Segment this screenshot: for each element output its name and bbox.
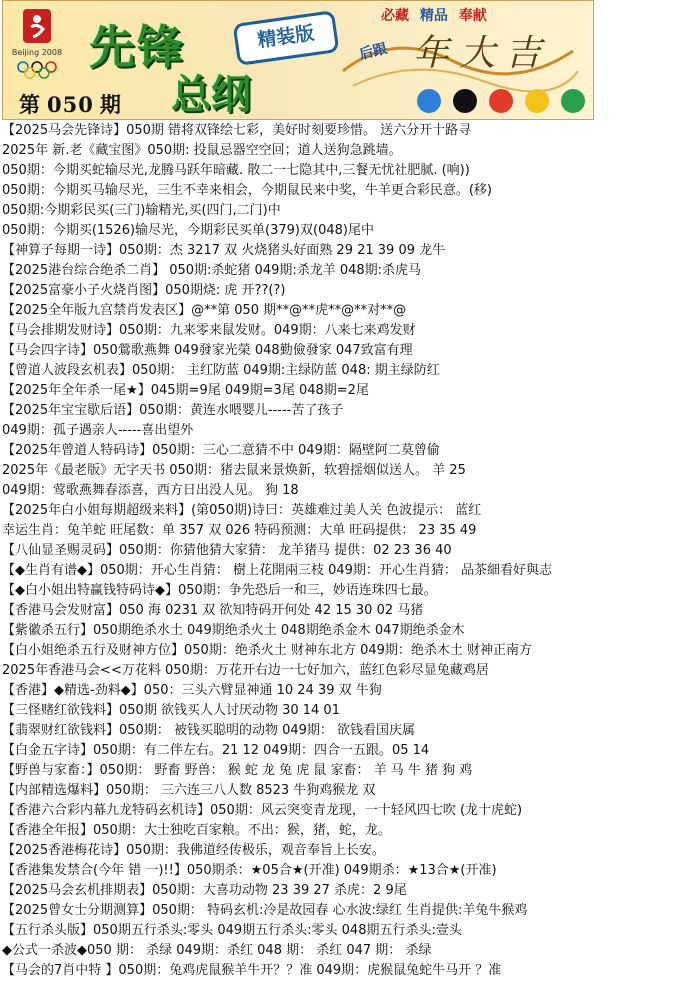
text-line: 050期：今期买马输尽光，三生不幸来相会，今期鼠民来中奖，牛羊更合彩民意。(移) <box>2 183 492 198</box>
text-line: 2025年 新.老《藏宝图》050期: 投鼠忌器空空回；道人送狗急跳墙。 <box>2 143 402 158</box>
text-line: 2025年香港马会<<万花料 050期：万花开右边一七好加六，蓝红色彩尽显兔藏鸡居 <box>2 663 489 678</box>
text-line: 【2025富豪小子火烧肖图】050期烧: 虎 开??(?) <box>2 283 286 298</box>
text-line: 【2025全年版九宫禁肖发表区】@**第 050 期**@**虎**@**对**@ <box>2 303 407 318</box>
title-line-1: 先锋 <box>89 20 185 74</box>
text-line: 050期:今期彩民买(三门)输精光,买(四门,二门)中 <box>2 203 281 218</box>
follow-text: 后跟 <box>357 40 389 64</box>
issue-prefix: 第 <box>19 92 41 117</box>
text-line: 049期：孤子遇亲人-----喜出望外 <box>2 423 194 438</box>
text-line: 【2025马会先锋诗】050期 错将双锋绘七彩，美好时刻要珍惜。 送六分开十路寻 <box>2 123 472 138</box>
edition-badge: 精装版 <box>233 10 340 66</box>
issue-suffix: 期 <box>99 92 122 117</box>
mascots-icon <box>413 85 593 117</box>
text-line: 【香港六合彩内幕九龙特码玄机诗】050期：风云突变青龙现，一十轻风四七吹 (龙十虎蛇) <box>2 803 523 818</box>
text-line: 【2025香港梅花诗】050期：我佛道经传极乐，观音奉旨上长安。 <box>2 843 385 858</box>
text-line: 【香港全年报】050期：大士独吃百家粮。不出：猴，猪，蛇，龙。 <box>2 823 391 838</box>
text-line: 【八仙显圣赐灵码】050期：你猜他猜大家猜： 龙羊猪马 提供：02 23 36 40 <box>2 543 452 558</box>
text-line: 【2025年全年杀一尾★】045期=9尾 049期=3尾 048期=2尾 <box>2 383 369 398</box>
olympic-emblem-icon <box>9 7 65 83</box>
text-line: 【翡翠财红欲钱料】050期： 被钱买聪明的动物 049期： 欲钱看国庆属 <box>2 723 416 738</box>
text-line: 【2025港台综合绝杀二肖】 050期:杀蛇猪 049期:杀龙羊 048期:杀虎马 <box>2 263 422 278</box>
content-lines <box>0 121 688 981</box>
text-line: 【2025马会玄机排期表】050期：大喜功动物 23 39 27 杀虎：2 9尾 <box>2 883 407 898</box>
title-line-2: 总纲 <box>171 71 251 118</box>
text-line: 【◆生肖有谱◆】050期：开心生肖猜： 樹上花開兩三枝 049期：开心生肖猜： 品茶細看好與志 <box>2 563 553 578</box>
text-line: 2025年《最老版》无字天书 050期：猪去鼠来景焕新，软碧揺烟似送人。 羊 25 <box>2 463 466 478</box>
header-banner <box>2 0 594 120</box>
text-line: 【香港】◆精选-劲料◆】050：三头六臂显神通 10 24 39 双 牛狗 <box>2 683 382 698</box>
calligraphy-text: 年大吉 <box>413 33 552 74</box>
text-line: 049期：莺歌燕舞春添喜，西方日出没人见。 狗 18 <box>2 483 299 498</box>
text-line: 【曾道人波段玄机表】050期： 主红防蓝 049期:主绿防蓝 048: 期主绿防红 <box>2 363 440 378</box>
text-line: 【2025曾女士分期测算】050期： 特码玄机:冷是故园春 心水波:绿红 生肖提供:羊兔牛猴鸡 <box>2 903 528 918</box>
text-line: 【马会的7肖中特 】050期：兔鸡虎鼠猴羊牛开？？准 049期：虎猴鼠兔蛇牛马开 ？准 <box>2 963 502 978</box>
slogan <box>381 5 493 25</box>
slogan-word-1: 必藏 <box>381 8 409 24</box>
issue-number: 050 <box>47 92 94 117</box>
text-line: 【2025年白小姐每期超级来料】(第050期)诗曰：英雄难过美人关 色波提示： 蓝红 <box>2 503 482 518</box>
text-line: 【香港马会发财富】050 海 0231 双 欲知特码开何处 42 15 30 02 马猪 <box>2 603 424 618</box>
text-line: 【马会四字诗】050鶯歌燕舞 049發家光榮 048勤儉發家 047致富有理 <box>2 343 413 358</box>
text-line: 【神算子每期一诗】050期：杰 3217 双 火烧猪头好面熟 29 21 39 09 龙牛 <box>2 243 446 258</box>
text-line: 【香港集发禁合(今年 错 一)!!】050期杀：★05合★(开准) 049期杀：★13合★(开准) <box>2 863 497 878</box>
text-line: 【五行杀头版】050期五行杀头:零头 049期五行杀头:零头 048期五行杀头:壹头 <box>2 923 462 938</box>
text-line: 【◆白小姐出特赢钱特码诗◆】050期：争先恐后一和三，妙语连珠四七最。 <box>2 583 437 598</box>
issue-label <box>19 89 122 119</box>
text-line: 【紫徽杀五行】050期绝杀水土 049期绝杀火土 048期绝杀金木 047期绝杀金木 <box>2 623 465 638</box>
text-line: 【白金五字诗】050期：有二伴左右。21 12 049期：四合一五跟。05 14 <box>2 743 430 758</box>
text-line: 【野兽与家畜：】050期： 野畜 野兽： 猴 蛇 龙 兔 虎 鼠 家畜： 羊 马 牛 猪 狗 鸡 <box>2 763 473 778</box>
text-line: 050期：今期买蛇输尽光,龙腾马跃年暗藏. 散二一七隐其中,三餐无忧社肥腻. (响)) <box>2 163 470 178</box>
text-line: 【内部精选爆料】050期： 三六连三八人数 8523 牛狗鸡猴龙 双 <box>2 783 376 798</box>
text-line: 【白小姐绝杀五行及财神方位】050期：绝杀火土 财神东北方 049期：绝杀木土 财神正南方 <box>2 643 533 658</box>
olympic-logo-text: Beijing 2008 <box>11 48 63 57</box>
slogan-word-2: 精品 <box>419 8 448 24</box>
text-line: ◆公式一杀波◆050 期： 杀绿 049期：杀红 048 期： 杀红 047 期： 杀绿 <box>2 943 432 958</box>
text-line: 【马会排期发财诗】050期：九来零来鼠发财。049期：八来七来鸡发财 <box>2 323 416 338</box>
text-line: 幸运生肖：兔羊蛇 旺尾数：单 357 双 026 特码预测：大单 旺码提供： 23 35 49 <box>2 523 477 538</box>
slogan-word-3: 奉献 <box>458 8 487 24</box>
text-line: 050期：今期买(1526)输尽光，今期彩民买单(379)双(048)尾中 <box>2 223 374 238</box>
text-line: 【三怪赌红欲钱料】050期 欲钱买人人讨厌动物 30 14 01 <box>2 703 340 718</box>
text-line: 【2025年曾道人特码诗】050期：三心二意猜不中 049期：隔壁阿二莫曾偷 <box>2 443 440 458</box>
text-line: 【2025年宝宝歇后语】050期：黄连水喂婴儿-----苦了孩子 <box>2 403 344 418</box>
